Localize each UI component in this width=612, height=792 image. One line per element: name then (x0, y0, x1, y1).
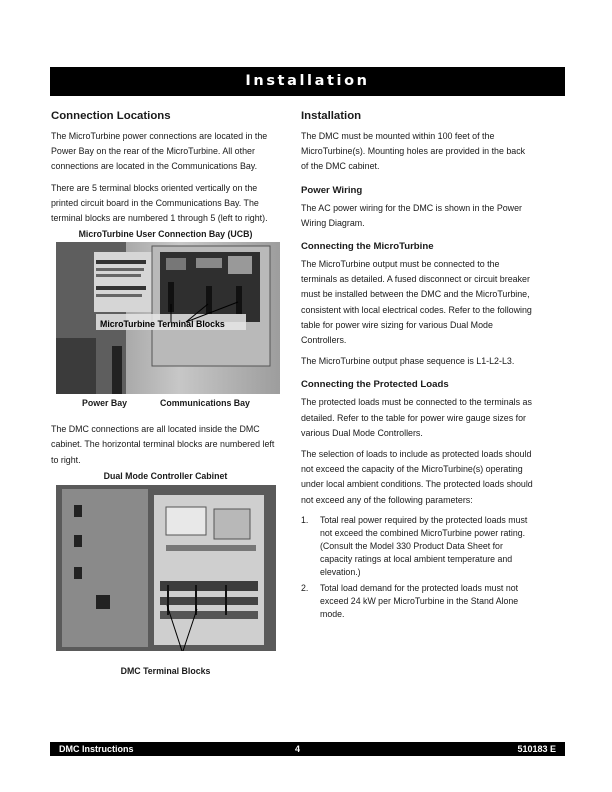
power-wiring-paragraph: The AC power wiring for the DMC is shown in the Power Wiring Diagram. (301, 202, 522, 228)
communications-bay-label: Communications Bay (160, 398, 250, 409)
right-column (301, 109, 533, 624)
ucb-callout-label: MicroTurbine Terminal Blocks (100, 319, 225, 330)
list-item: 2. Total load demand for the protected loads must not exceed 24 kW per MicroTurbine in the Stand Alone mode. (301, 582, 519, 619)
ucb-figure-caption: MicroTurbine User Connection Bay (UCB) (78, 229, 253, 240)
microturbine-paragraph-1: The MicroTurbine output must be connected to the terminals as detailed. A fused disconnect or circuit breaker must be installed between the DMC and the MicroTurbine, consistent with local electrical codes. Refer to the following table for power wire sizing for various Dual Mode Controllers. (301, 259, 532, 346)
connecting-microturbine-heading: Connecting the MicroTurbine (301, 241, 434, 253)
left-paragraph-2: There are 5 terminal blocks oriented vertically on the printed circuit board in the Communications Bay. The terminal blocks are numbered 1 through 5 (left to right). (51, 182, 268, 224)
connection-locations-heading: Connection Locations (51, 110, 171, 122)
dmc-cabinet-illustration (56, 485, 276, 651)
dmc-cabinet-photo (56, 485, 276, 651)
dmc-callout-label: DMC Terminal Blocks (120, 665, 211, 676)
section-banner: Installation (50, 67, 565, 96)
page-footer (50, 742, 565, 756)
microturbine-paragraph-2: The MicroTurbine output phase sequence is L1-L2-L3. (301, 356, 515, 367)
page-number: 4 (295, 744, 301, 754)
installation-paragraph: The DMC must be mounted within 100 feet of the MicroTurbine(s). Mounting holes are provided in the back of the DMC cabinet. (301, 131, 526, 172)
ucb-photo (56, 242, 280, 394)
dmc-figure-caption: Dual Mode Controller Cabinet (103, 470, 228, 481)
list-item: 1. Total real power required by the protected loads must not exceed the combined MicroTurbine power rating. (Consult the Model 330 Product Data Sheet for capacity ratings at local ambient temperature and elevation.) (301, 514, 528, 577)
left-paragraph-1: The MicroTurbine power connections are located in the Power Bay on the rear of the MicroTurbine. All other connections are located in the Communications Bay. (51, 131, 268, 172)
left-paragraph-3: The DMC connections are all located inside the DMC cabinet. The horizontal terminal blocks are numbered left to right. (51, 424, 275, 465)
power-bay-label: Power Bay (82, 398, 127, 409)
power-wiring-heading: Power Wiring (301, 184, 363, 196)
loads-paragraph-1: The protected loads must be connected to the terminals as detailed. Refer to the table for power wire gauge sizes for various Dual Mode Controllers. (301, 397, 532, 438)
left-column (51, 109, 280, 677)
installation-heading: Installation (301, 110, 362, 122)
footer-document-name: DMC Instructions (59, 744, 134, 754)
load-parameters-list (301, 514, 533, 621)
ucb-photo-labels (51, 396, 280, 410)
loads-paragraph-2: The selection of loads to include as protected loads should not exceed the capacity of the MicroTurbine(s) operating under local ambient conditions. The protected loads should not exceed any of the following parameters: (301, 449, 533, 505)
document-number: 510183 E (517, 744, 556, 754)
connecting-loads-heading: Connecting the Protected Loads (301, 379, 449, 391)
ucb-photo-illustration (56, 242, 280, 394)
